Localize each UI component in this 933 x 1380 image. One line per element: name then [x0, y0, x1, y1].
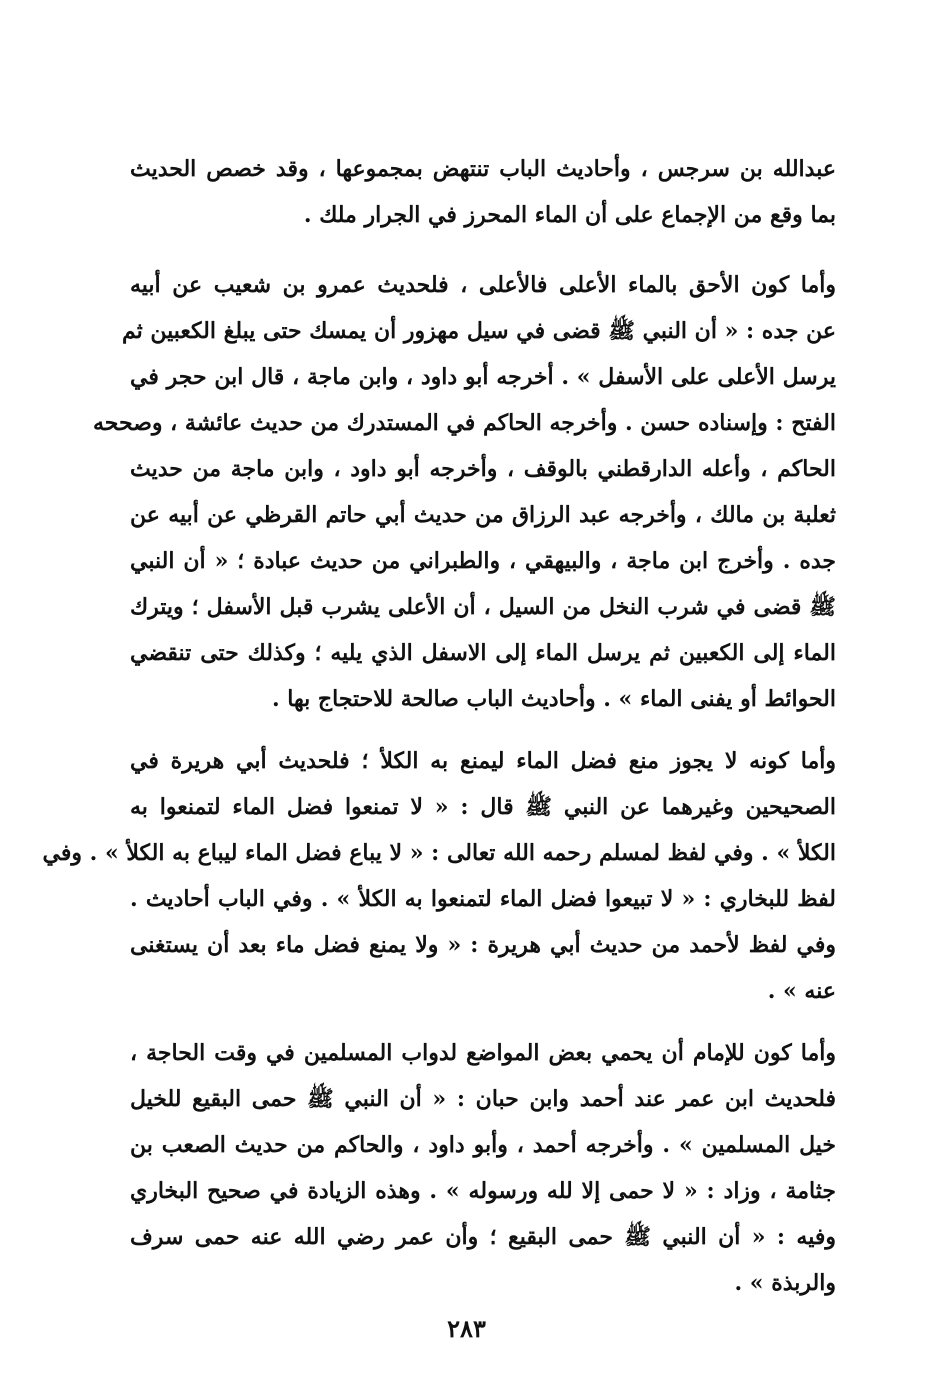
text-line: فلحديث ابن عمر عند أحمد وابن حبان : « أن النبي ﷺ حمى البقيع للخيل	[130, 1086, 836, 1112]
text-line: جده . وأخرج ابن ماجة ، والبيهقي ، والطبراني من حديث عبادة ؛ « أن النبي	[130, 548, 836, 574]
text-line: عبدالله بن سرجس ، وأحاديث الباب تنتهض بمجموعها ، وقد خصص الحديث	[130, 156, 836, 182]
text-line: والربذة » .	[734, 1270, 836, 1296]
text-line: وفي لفظ لأحمد من حديث أبي هريرة : « ولا يمنع فضل ماء بعد أن يستغنى	[130, 932, 836, 958]
text-line: لفظ للبخاري : « لا تبيعوا فضل الماء لتمنعوا به الكلأ » . وفي الباب أحاديث .	[130, 886, 836, 912]
text-line: عنه » .	[767, 978, 836, 1004]
text-line: عن جده : « أن النبي ﷺ قضى في سيل مهزور أن يمسك حتى يبلغ الكعبين ثم	[121, 318, 836, 344]
text-line: وأما كونه لا يجوز منع فضل الماء ليمنع به الكلأ ؛ فلحديث أبي هريرة في	[130, 748, 836, 774]
text-line: الكلأ » . وفي لفظ لمسلم رحمه الله تعالى : « لا يباع فضل الماء ليباع به الكلأ » . وفي	[42, 840, 836, 866]
paragraph-4	[130, 1030, 836, 1306]
text-line: وأما كون للإمام أن يحمي بعض المواضع لدواب المسلمين في وقت الحاجة ،	[130, 1040, 836, 1066]
page-number: ٢٨٣	[447, 1314, 486, 1343]
text-line: جثامة ، وزاد : « لا حمى إلا لله ورسوله » . وهذه الزيادة في صحيح البخاري	[130, 1178, 836, 1204]
text-line: الماء إلى الكعبين ثم يرسل الماء إلى الاسفل الذي يليه ؛ وكذلك حتى تنقضي	[130, 640, 836, 666]
text-line: بما وقع من الإجماع على أن الماء المحرز في الجرار ملك .	[303, 202, 836, 228]
text-line: الصحيحين وغيرهما عن النبي ﷺ قال : « لا تمنعوا فضل الماء لتمنعوا به	[130, 794, 836, 820]
text-line: الحاكم ، وأعله الدارقطني بالوقف ، وأخرجه أبو داود ، وابن ماجة من حديث	[130, 456, 836, 482]
paragraph-2	[93, 262, 836, 722]
text-line: ﷺ قضى في شرب النخل من السيل ، أن الأعلى يشرب قبل الأسفل ؛ ويترك	[130, 594, 836, 620]
text-line: ثعلبة بن مالك ، وأخرجه عبد الرزاق من حديث أبي حاتم القرظي عن أبيه عن	[130, 502, 836, 528]
text-line: يرسل الأعلى على الأسفل » . أخرجه أبو داود ، وابن ماجة ، قال ابن حجر في	[130, 364, 836, 390]
paragraph-3	[42, 738, 836, 1014]
text-line: الحوائط أو يفنى الماء » . وأحاديث الباب صالحة للاحتجاج بها .	[271, 686, 836, 712]
text-line: وأما كون الأحق بالماء الأعلى فالأعلى ، فلحديث عمرو بن شعيب عن أبيه	[130, 272, 836, 298]
text-line: الفتح : وإسناده حسن . وأخرجه الحاكم في المستدرك من حديث عائشة ، وصححه	[93, 410, 836, 436]
text-line: خيل المسلمين » . وأخرجه أحمد ، وأبو داود ، والحاكم من حديث الصعب بن	[130, 1132, 836, 1158]
paragraph-1	[130, 146, 836, 238]
text-line: وفيه : « أن النبي ﷺ حمى البقيع ؛ وأن عمر رضي الله عنه حمى سرف	[130, 1224, 836, 1250]
